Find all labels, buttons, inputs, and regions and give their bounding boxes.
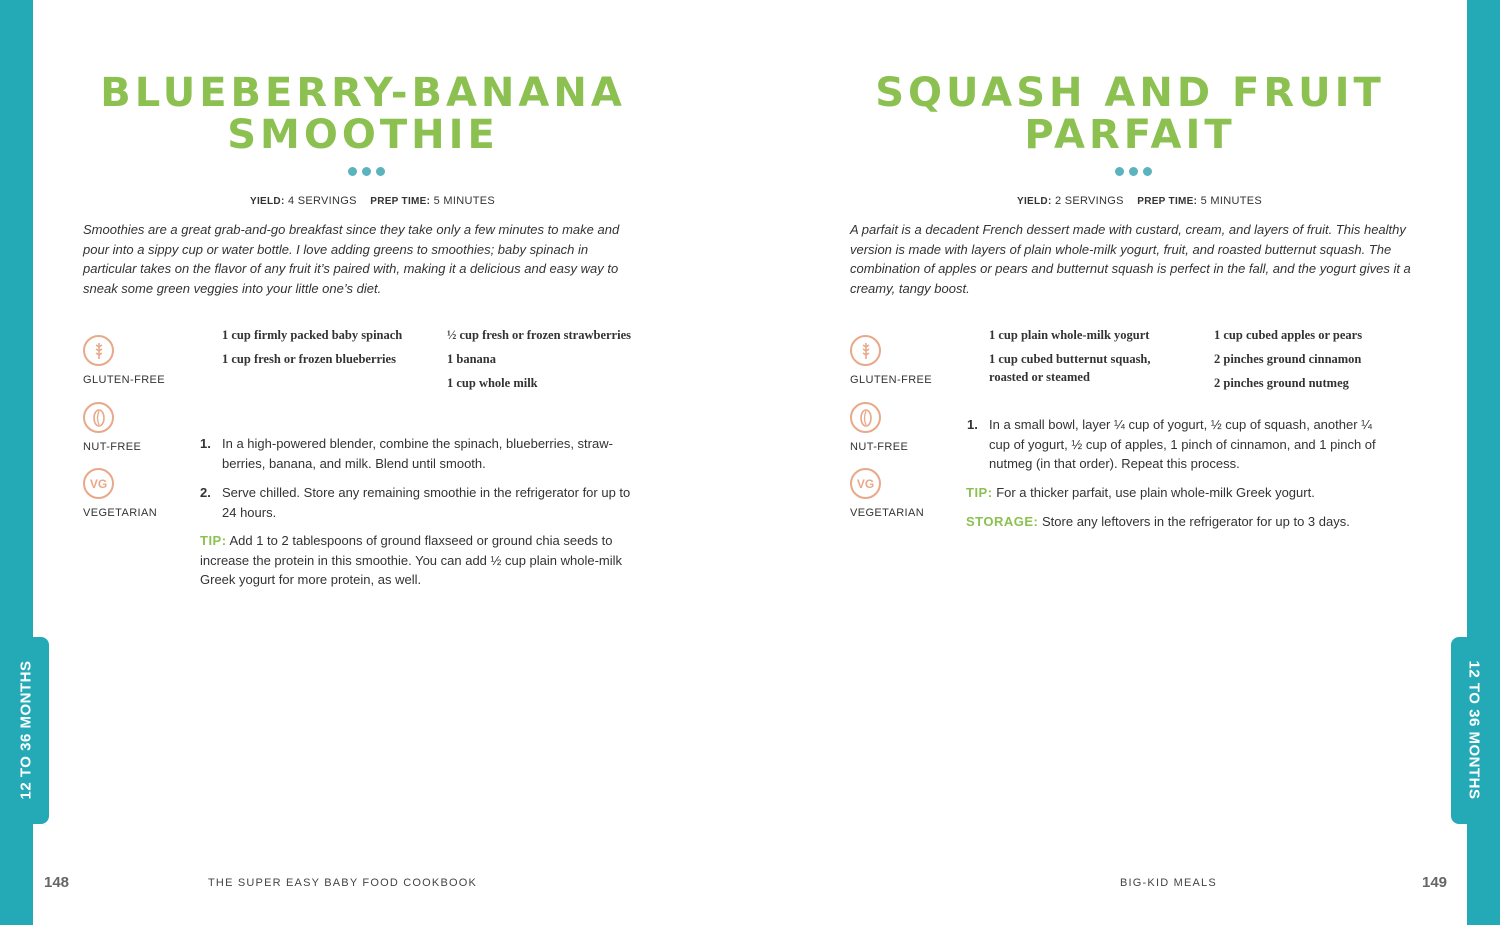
tip-text: Add 1 to 2 tablespoons of ground flaxseed or ground chia seeds to increase the protein in this smoothie. You can add ½ cup plain whole-milk Greek yogurt for more protein, as well. <box>200 533 623 587</box>
right-section-tab-label: 12 TO 36 MONTHS <box>1465 660 1483 800</box>
badge-label: NUT-FREE <box>850 441 909 453</box>
yield-line <box>250 195 495 207</box>
divider-dot <box>348 167 357 176</box>
page-number: 148 <box>44 874 70 891</box>
ingredient-item: 2 pinches ground cinnamon <box>1214 352 1362 366</box>
title-line-2: PARFAIT <box>1024 112 1236 158</box>
instruction-step <box>200 483 644 522</box>
gluten-free-badge <box>850 335 932 386</box>
divider-dot <box>362 167 371 176</box>
yield-value: 4 SERVINGS <box>287 195 357 207</box>
ingredients-column-1 <box>989 326 1189 392</box>
title-divider-dots <box>1115 167 1152 176</box>
step-number: 1. <box>200 436 211 451</box>
tip-label: TIP: <box>200 533 227 548</box>
yield-label: YIELD: <box>250 196 285 207</box>
storage-label: STORAGE: <box>966 514 1039 529</box>
recipe-title <box>850 72 1410 156</box>
divider-dot <box>376 167 385 176</box>
step-text: Serve chilled. Store any remaining smoothie in the refrigerator for up to 24 hours. <box>222 485 631 520</box>
prep-time-value: 5 MINUTES <box>433 195 495 207</box>
recipe-intro: Smoothies are a great grab-and-go breakfast since they take only a few minutes to make and pour into a sippy cup or water bottle. I love adding greens to smoothies; baby spinach in particular takes on the flavor of any fruit it’s paired with, making it a delicious and easy way to sneak some green veggies into your little one’s diet. <box>83 222 620 296</box>
ingredient-item: 1 banana <box>447 352 496 366</box>
badge-label: VEGETARIAN <box>83 507 158 519</box>
ingredient-item: 2 pinches ground nutmeg <box>1214 376 1349 390</box>
step-text: In a high-powered blender, combine the spinach, blueberries, straw-berries, banana, and milk. Blend until smooth. <box>222 436 613 471</box>
instruction-step <box>967 415 1384 474</box>
storage-text: Store any leftovers in the refrigerator for up to 3 days. <box>1042 514 1350 529</box>
divider-dot <box>1129 167 1138 176</box>
wheat-icon <box>83 335 114 366</box>
ingredient-item: 1 cup cubed apples or pears <box>1214 328 1363 342</box>
ingredients-column-1 <box>222 326 422 374</box>
ingredient-item: 1 cup fresh or frozen blueberries <box>222 352 396 366</box>
prep-time-value: 5 MINUTES <box>1200 195 1262 207</box>
divider-dot <box>1143 167 1152 176</box>
ingredient-item: 1 cup plain whole-milk yogurt <box>989 328 1150 342</box>
step-text: In a small bowl, layer ¼ cup of yogurt, ½ cup of squash, another ¼ cup of yogurt, ½ cup of apples, 1 pinch of cinnamon, and 1 pinch of nutmeg (in that order). Repeat this process. <box>989 417 1376 471</box>
title-divider-dots <box>348 167 385 176</box>
gluten-free-badge <box>83 335 165 386</box>
ingredient-item: 1 cup whole milk <box>447 376 538 390</box>
divider-dot <box>1115 167 1124 176</box>
nut-icon <box>83 402 114 433</box>
badge-label: NUT-FREE <box>83 441 142 453</box>
tip-label: TIP: <box>966 485 993 500</box>
running-head: BIG-KID MEALS <box>1120 877 1217 889</box>
yield-label: YIELD: <box>1017 196 1052 207</box>
page-number: 149 <box>1422 874 1448 891</box>
prep-time-label: PREP TIME: <box>1137 196 1198 207</box>
title-line-2: SMOOTHIE <box>227 112 499 158</box>
ingredient-item: 1 cup firmly packed baby spinach <box>222 328 403 342</box>
vg-icon <box>850 468 881 499</box>
running-head: THE SUPER EASY BABY FOOD COOKBOOK <box>208 877 478 889</box>
tip-text: For a thicker parfait, use plain whole-milk Greek yogurt. <box>996 485 1315 500</box>
left-section-tab-label: 12 TO 36 MONTHS <box>17 660 35 800</box>
instruction-step <box>200 434 644 473</box>
recipe-storage-note <box>966 512 1406 532</box>
vegetarian-badge <box>83 468 157 519</box>
ingredient-item: 1 cup cubed butternut squash, roasted or steamed <box>989 352 1151 384</box>
prep-time-label: PREP TIME: <box>370 196 431 207</box>
recipe-tip <box>966 483 1406 503</box>
title-line-1: SQUASH AND FRUIT <box>875 70 1385 116</box>
badge-label: GLUTEN-FREE <box>83 374 166 386</box>
vg-icon-text: VG <box>856 476 875 491</box>
recipe-intro: A parfait is a decadent French dessert made with custard, cream, and layers of fruit. This healthy version is made with layers of plain whole-milk yogurt, fruit, and roasted butternut squash. The combination of apples or pears and butternut squash is perfect in the fall, and the yogurt gives it a creamy, tangy boost. <box>850 222 1411 296</box>
ingredients-column-2 <box>447 326 642 398</box>
vegetarian-badge <box>850 468 924 519</box>
badge-label: VEGETARIAN <box>850 507 925 519</box>
title-line-1: BLUEBERRY-BANANA <box>100 70 626 116</box>
ingredients-column-2 <box>1214 326 1409 398</box>
vg-icon <box>83 468 114 499</box>
step-number: 1. <box>967 417 978 432</box>
vg-icon-text: VG <box>89 476 108 491</box>
step-number: 2. <box>200 485 211 500</box>
nut-free-badge <box>83 402 141 453</box>
nut-free-badge <box>850 402 908 453</box>
yield-line <box>1017 195 1262 207</box>
yield-value: 2 SERVINGS <box>1054 195 1124 207</box>
left-section-tab <box>33 637 49 824</box>
ingredient-item: ½ cup fresh or frozen strawberries <box>447 328 631 342</box>
recipe-title <box>83 72 643 156</box>
recipe-tip <box>200 531 644 590</box>
nut-icon <box>850 402 881 433</box>
badge-label: GLUTEN-FREE <box>850 374 933 386</box>
wheat-icon <box>850 335 881 366</box>
